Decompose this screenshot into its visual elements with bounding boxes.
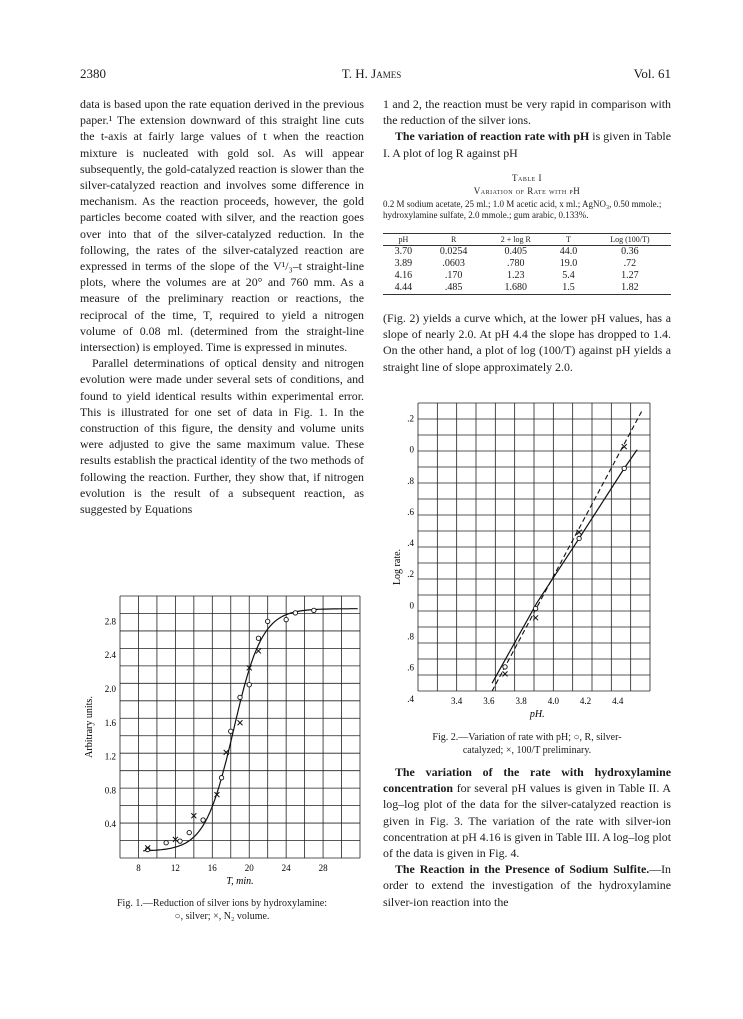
table-cell: 4.16 — [394, 270, 413, 281]
table-cell: 0.36 — [621, 246, 639, 257]
left-column-text — [80, 96, 364, 517]
table-header-cell: pH — [383, 234, 424, 246]
fig1-caption — [80, 897, 364, 923]
table-cell: 1.82 — [589, 282, 671, 295]
volume-label: Vol. 61 — [633, 66, 671, 81]
table-cell: 4.44 — [383, 282, 424, 295]
silver-point — [219, 776, 223, 780]
table-cell: 0.405 — [504, 246, 528, 257]
left-paragraph-2: Parallel determinations of optical density and nitrogen evolution were made under several sets of conditions, and found to yield identical results within experimental error. This is illustrated for one set of data in Fig. 1. In the construction of this figure, the density and volume units were adjusted to give the same maximum value. These results establish the practical identity of the two methods of following the reaction. Further, they show that, if nitrogen evolution is the result of a subsequent reaction, as suggested by Equations — [80, 356, 364, 517]
silver-point — [187, 830, 191, 834]
y-tick-label: .2 — [407, 569, 414, 580]
table-header-cell: R — [424, 234, 484, 246]
fig1-caption-line1: Fig. 1.—Reduction of silver ions by hydroxylamine: — [117, 898, 327, 909]
silver-point — [293, 611, 297, 615]
y-tick-label: 2.4 — [104, 650, 116, 661]
n2-volume-point — [256, 648, 261, 653]
y-tick-label: .2 — [407, 413, 414, 424]
silver-point — [622, 466, 626, 470]
left-paragraph-1: data is based upon the rate equation derived in the previous paper.¹ The extension downward of this straight line cuts the t-axis at fairly large values of t when the reaction mixture is nucleated with gold sol. As will appear subsequently, the gold-catalyzed reaction is slower than the silver-catalyzed reaction and involves some difference in mechanism. As the reaction proceeds, however, the gold particles become coated with silver, and the reaction goes over into that of the silver-catalyzed reduction. In the following, the rates of the silver-catalyzed reaction are expressed in terms of the slope of the V¹/₃–t straight-line plots, where the volumes are at 20° and 760 mm. As a measure of the preliminary reaction or reactions, the reciprocal of the time, T, required to yield a nitrogen volume of 0.08 ml. (determined from the straight-line intersection) is employed. Time is expressed in minutes. — [80, 97, 364, 355]
table-title: Variation of Rate with pH — [473, 186, 581, 196]
fig2-caption-line2: catalyzed; ×, 100/T preliminary. — [462, 745, 592, 756]
y-tick-label: .6 — [407, 662, 414, 673]
table-rate-vs-ph — [383, 233, 671, 295]
y-tick-label: 0.4 — [104, 819, 116, 830]
table-cell: 44.0 — [559, 246, 578, 257]
silver-point — [164, 841, 168, 845]
table-row — [383, 282, 671, 295]
y-tick-label: 0 — [409, 444, 414, 455]
table-cell: .780 — [507, 258, 525, 269]
right-paragraph-4-body: for several pH values is given in Table II. A log–log plot of the data for the silver-catalyzed reaction is given in Fig. 3. The variation of the rate with silver-ion concentration at pH 4.16 is given in Table III. A log–log plot of the data is given in Fig. 4. — [383, 781, 671, 861]
y-tick-label: .4 — [407, 693, 414, 704]
silver-point — [238, 695, 242, 699]
y-tick-label: 1.6 — [104, 717, 116, 728]
right-column-mid — [383, 310, 671, 375]
x-axis-label: pH. — [529, 709, 545, 720]
table-cell: 1.27 — [621, 270, 639, 281]
table-cell: .0603 — [442, 258, 465, 269]
x-tick-label: 4.0 — [547, 696, 559, 706]
right-paragraph-2-body: is given in Table I. A plot of log R against pH — [383, 129, 671, 160]
x-tick-label: 3.8 — [515, 696, 527, 706]
table-header-cell: 2 + log R — [483, 234, 548, 246]
silver-point — [284, 617, 288, 621]
table-cell: 3.89 — [394, 258, 413, 269]
y-axis-label: Log rate. — [392, 548, 403, 586]
silver-point — [256, 636, 260, 640]
preliminary-point — [622, 444, 627, 449]
right-paragraph-2 — [383, 128, 671, 160]
y-tick-label: 0.8 — [104, 785, 116, 796]
y-tick-label: .8 — [407, 631, 414, 642]
table-header-cell: T — [548, 234, 589, 246]
section-head-ph: The variation of reaction rate with pH — [395, 129, 590, 144]
silver-point — [577, 536, 581, 540]
x-tick-label: 24 — [281, 863, 291, 873]
table-caption: 0.2 M sodium acetate, 25 ml.; 1.0 M acetic acid, x ml.; AgNO₃, 0.50 mmole.; hydroxylamine sulfate, 2.0 mmole.; gum arabic, 0.133%. — [383, 199, 662, 220]
silver-point — [312, 608, 316, 612]
x-axis-label: T, min. — [226, 876, 254, 887]
silver-point — [201, 818, 205, 822]
table-cell: .170 — [444, 270, 463, 281]
x-tick-label: 12 — [170, 863, 180, 873]
x-tick-label: 3.6 — [483, 696, 495, 706]
table-cell: 0.0254 — [439, 246, 468, 257]
right-column-bottom — [383, 764, 671, 910]
page-number: 2380 — [80, 66, 106, 81]
y-axis-label: Arbitrary units. — [84, 696, 95, 758]
table-cell: 1.5 — [548, 282, 589, 295]
x-tick-label: 4.4 — [612, 696, 624, 706]
table-cell: .72 — [623, 258, 637, 269]
table-row — [383, 246, 671, 259]
running-head-author: T. H. James — [341, 66, 402, 81]
silver-fit-line — [492, 450, 637, 684]
x-tick-label: 28 — [318, 863, 328, 873]
table-cell: 19.0 — [559, 258, 578, 269]
silver-point — [229, 729, 233, 733]
silver-point — [503, 665, 507, 669]
table-cell: 1.680 — [483, 282, 548, 295]
table-row — [383, 270, 671, 282]
x-tick-label: 8 — [136, 863, 141, 873]
fig2-caption-line1: Fig. 2.—Variation of rate with pH; ○, R, silver- — [432, 732, 622, 743]
table-cell: .485 — [424, 282, 484, 295]
section-head-sulfite: The Reaction in the Presence of Sodium Sulfite. — [395, 862, 650, 877]
silver-point — [247, 683, 251, 687]
right-paragraph-3: (Fig. 2) yields a curve which, at the lower pH values, has a slope of nearly 2.0. At pH 4.4 the slope has dropped to 1.4. On the other hand, a plot of log (100/T) against pH yields a straight line of slope approximately 2.0. — [383, 311, 671, 374]
table-label: Table I — [512, 173, 542, 183]
y-tick-label: .6 — [407, 506, 414, 517]
y-tick-label: .4 — [407, 538, 414, 549]
fig2-caption — [383, 731, 671, 757]
n2-volume-point — [238, 720, 243, 725]
right-paragraph-1: 1 and 2, the reaction must be very rapid in comparison with the reduction of the silver ions. — [383, 97, 671, 128]
table-header-row — [383, 234, 671, 246]
x-tick-label: 16 — [207, 863, 217, 873]
y-tick-label: 0 — [409, 600, 414, 611]
fig1-caption-line2: ○, silver; ×, N₂ volume. — [174, 911, 270, 922]
table-cell: 5.4 — [562, 270, 575, 281]
table-header-cell: Log (100/T) — [589, 234, 671, 246]
y-tick-label: 2.0 — [104, 683, 116, 694]
fig1-chart — [80, 588, 370, 898]
table-cell: 1.23 — [507, 270, 525, 281]
x-tick-label: 20 — [244, 863, 254, 873]
x-tick-label: 4.2 — [579, 696, 592, 706]
silver-point — [533, 606, 537, 610]
right-column-top — [383, 96, 671, 161]
preliminary-point — [503, 671, 508, 676]
y-tick-label: .8 — [407, 475, 414, 486]
y-tick-label: 1.2 — [104, 751, 116, 762]
x-tick-label: 3.4 — [451, 696, 463, 706]
fig2-chart — [390, 395, 670, 740]
silver-point — [265, 619, 269, 623]
table-row — [383, 258, 671, 270]
section-head-hydroxylamine: The variation of the rate with hydroxylamine concentration — [383, 765, 671, 796]
silver-point — [178, 839, 182, 843]
y-tick-label: 2.8 — [104, 616, 116, 627]
right-paragraph-5-body: —In order to extend the investigation of the hydroxylamine silver-ion reaction into the — [383, 862, 671, 909]
table-cell: 3.70 — [394, 246, 413, 257]
